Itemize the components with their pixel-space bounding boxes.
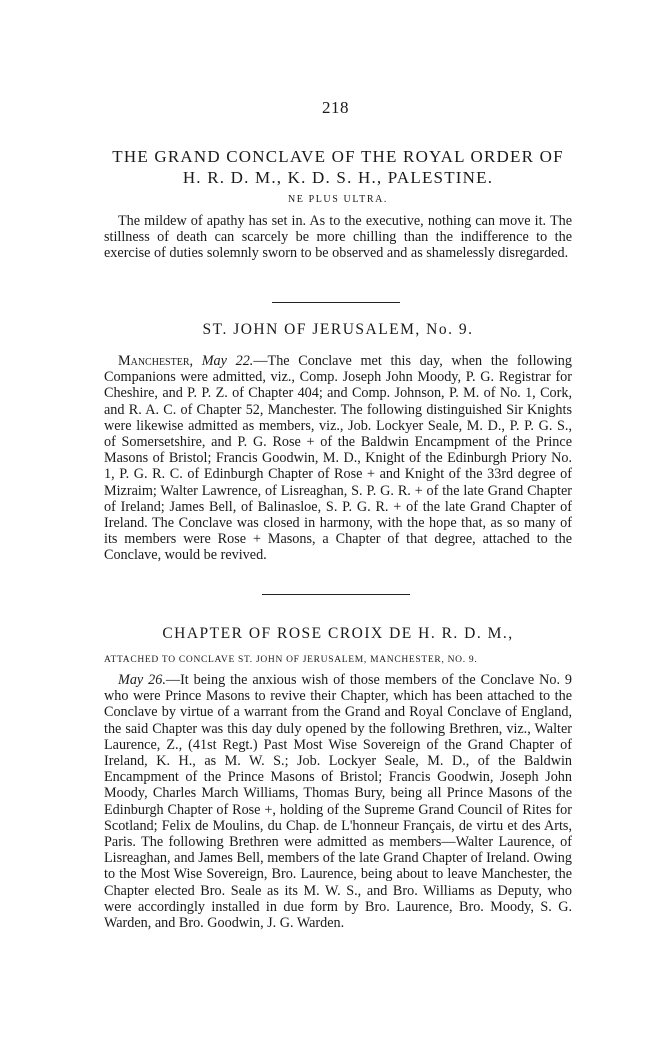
section1-body [104,213,572,262]
section2-title: ST. JOHN OF JERUSALEM, No. 9. [202,321,474,338]
page-number: 218 [322,98,349,117]
section2-body [104,353,572,564]
section1-title-line1: THE GRAND CONCLAVE OF THE ROYAL ORDER OF [112,147,564,166]
section2-place: Manchester, [118,353,194,369]
section2-paragraph [104,353,572,564]
section-divider [272,302,400,303]
section1-paragraph: The mildew of apathy has set in. As to the executive, nothing can move it. The stillness of death can scarcely be more chilling than the indifference to the exercise of duties solemnly sworn to be observed and as shamelessly disregarded. [104,213,572,262]
section3-body [104,672,572,931]
section3-text: —It being the anxious wish of those members of the Conclave No. 9 who were Prince Masons to revive their Chapter, which has been attached to the Conclave by virtue of a warrant from the Grand and Royal Conclave of England, the said Chapter was this day duly opened by the following Brethren, viz., Walter Laurence, Z., (41st Regt.) Past Most Wise Sovereign of the Grand Chapter of Ireland, K. H., as M. W. S.; Job. Lockyer Seale, M. D., of the Baldwin Encampment of the Prince Masons of Bristol; Francis Goodwin, Joseph John Moody, Charles March Williams, Thomas Bury, being all Prince Masons of the Edinburgh Chapter of Rose +, holding of the Supreme Grand Council of Rites for Scotland; Felix de Moulins, du Chap. de L'honneur Français, de virtu et des Arts, Paris. The following Brethren were admitted as members—Walter Laurence, of Lisreaghan, and James Bell, members of the late Grand Chapter of Ireland. Owing to the Most Wise Sovereign, Bro. Laurence, being about to leave Manchester, the Chapter elected Bro. Seale as its M. W. S., and Bro. Williams as Deputy, who were accordingly installed in due form by Bro. Laurence, Bro. Moody, S. G. Warden, and Bro. Goodwin, J. G. Warden. [104,672,573,932]
section2-date: May 22. [201,353,254,369]
section1-title-line2: H. R. D. M., K. D. S. H., PALESTINE. [182,168,494,187]
section-divider [262,594,410,595]
section1-title [104,146,572,188]
section3-paragraph [104,672,572,931]
section2-text: —The Conclave met this day, when the following Companions were admitted, viz., Comp. Joseph John Moody, P. G. Registrar for Cheshire, and P. P. Z. of Chapter 404; and Comp. Johnson, P. M. of No. 1, Cork, and R. A. C. of Chapter 52, Manchester. The following distinguished Sir Knights were likewise admitted as members, viz., Job. Lockyer Seale, M. D., P. P. G. S., of Somersetshire, and P. G. Rose + of the Baldwin Encampment of the Prince Masons of Bristol; Francis Goodwin, M. D., Knight of the Edinburgh Priory No. 1, P. G. R. C. of Edinburgh Chapter of Rose + and Knight of the 33rd degree of Mizraim; Walter Lawrence, of Lisreaghan, S. P. G. R. + of the late Grand Chapter of Ireland; James Bell, of Balinasloe, S. P. G. R. + of the late Grand Chapter of Ireland. The Conclave was closed in harmony, with the hope that, as so many of its members were Rose + Masons, a Chapter of that degree, attached to the Conclave, would be revived. [104,353,572,564]
section1-subtitle: NE PLUS ULTRA. [287,194,389,205]
section3-subtitle: ATTACHED TO CONCLAVE ST. JOHN OF JERUSALEM, MANCHESTER, NO. 9. [104,655,478,665]
section3-date: May 26. [118,672,166,688]
section3-title: CHAPTER OF ROSE CROIX DE H. R. D. M., [162,625,514,642]
